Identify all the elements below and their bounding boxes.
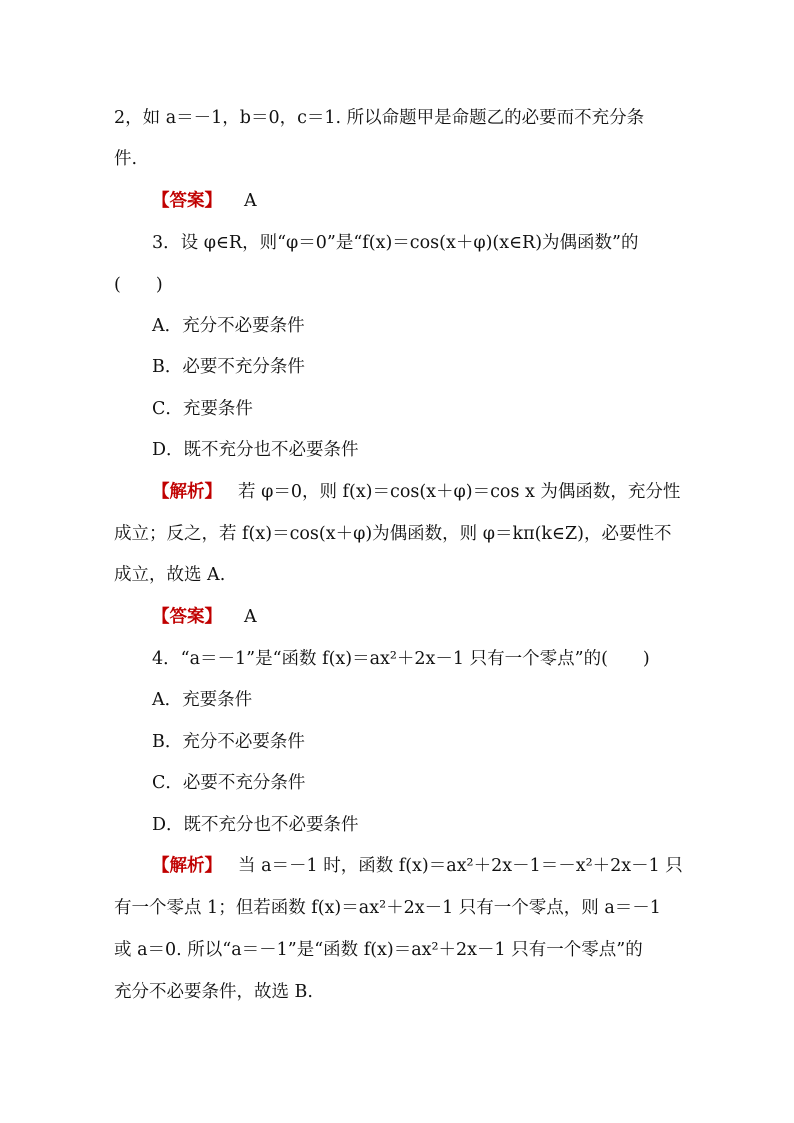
question-3-option-a: A．充分不必要条件 [152,316,305,336]
question-3-blank: ( ) [114,275,163,295]
question-3-analysis-line-1 [152,481,722,503]
analysis-text: 当 a＝－1 时，函数 f(x)＝ax²＋2x－1＝－x²＋2x－1 只 [238,856,683,876]
question-3-analysis-line-3: 成立，故选 A. [114,565,226,585]
analysis-tag: 【解析】 [152,482,222,502]
answer-block-2 [152,606,722,628]
question-4-analysis-line-1 [152,855,722,877]
intro-line-1: 2，如 a＝－1，b＝0，c＝1. 所以命题甲是命题乙的必要而不充分条 [114,108,645,128]
question-4-analysis-line-4: 充分不必要条件，故选 B. [114,982,313,1002]
question-4-stem: 4．“a＝－1”是“函数 f(x)＝ax²＋2x－1 只有一个零点”的( ) [152,649,650,669]
question-3-stem: 3．设 φ∈R，则“φ＝0”是“f(x)＝cos(x＋φ)(x∈R)为偶函数”的 [152,233,639,253]
question-4-analysis-line-2: 有一个零点 1；但若函数 f(x)＝ax²＋2x－1 只有一个零点，则 a＝－1 [114,898,661,918]
answer-block-1 [152,190,722,212]
answer-value: A [244,607,257,627]
answer-tag: 【答案】 [152,191,222,211]
question-3-option-c: C．充要条件 [152,399,253,419]
question-4-analysis-line-3: 或 a＝0. 所以“a＝－1”是“函数 f(x)＝ax²＋2x－1 只有一个零点”的 [114,940,643,960]
question-4-option-c: C．必要不充分条件 [152,773,306,793]
answer-value: A [244,191,257,211]
question-4-option-d: D．既不充分也不必要条件 [152,815,359,835]
analysis-tag: 【解析】 [152,856,222,876]
question-3-option-d: D．既不充分也不必要条件 [152,440,359,460]
question-4-option-a: A．充要条件 [152,690,253,710]
analysis-text: 若 φ＝0，则 f(x)＝cos(x＋φ)＝cos x 为偶函数，充分性 [238,482,681,502]
question-4-option-b: B．充分不必要条件 [152,732,305,752]
question-3-option-b: B．必要不充分条件 [152,357,305,377]
answer-tag: 【答案】 [152,607,222,627]
intro-line-2: 件. [114,149,138,169]
question-3-analysis-line-2: 成立；反之，若 f(x)＝cos(x＋φ)为偶函数，则 φ＝kπ(k∈Z)，必要性不 [114,524,672,544]
